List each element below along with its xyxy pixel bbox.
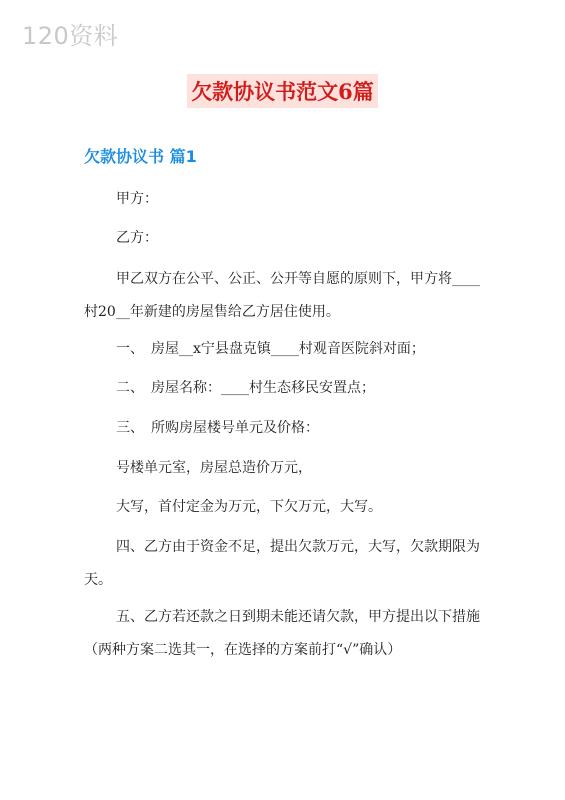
paragraph-clause-3: 三、 所购房屋楼号单元及价格： [116,420,319,436]
paragraph-intro: 甲乙双方在公平、公正、公开等自愿的原则下，甲方将____村20__年新建的房屋售给乙方居住使用。 [84,271,480,320]
paragraph-clause-4: 四、乙方由于资金不足，提出欠款万元，大写，欠款期限为天。 [84,539,480,588]
paragraph-clause-5: 五、乙方若还款之日到期未能还请欠款，甲方提出以下措施（两种方案二选其一，在选择的方案前打“√”确认） [84,609,480,658]
document-title-container [0,74,565,108]
paragraph-payment: 大写，首付定金为万元，下欠万元，大写。 [116,499,382,515]
document-title: 欠款协议书范文6篇 [187,74,378,108]
paragraph-party-a: 甲方： [116,191,158,207]
paragraph-price: 号楼单元室，房屋总造价万元， [116,460,312,476]
section-heading: 欠款协议书 篇1 [84,147,197,166]
paragraph-clause-2: 二、 房屋名称：____村生态移民安置点； [116,380,375,396]
paragraph-clause-1: 一、 房屋__x宁县盘克镇____村观音医院斜对面； [116,341,425,357]
paragraph-party-b: 乙方： [116,230,158,246]
watermark-logo: 120资料 [22,22,119,50]
